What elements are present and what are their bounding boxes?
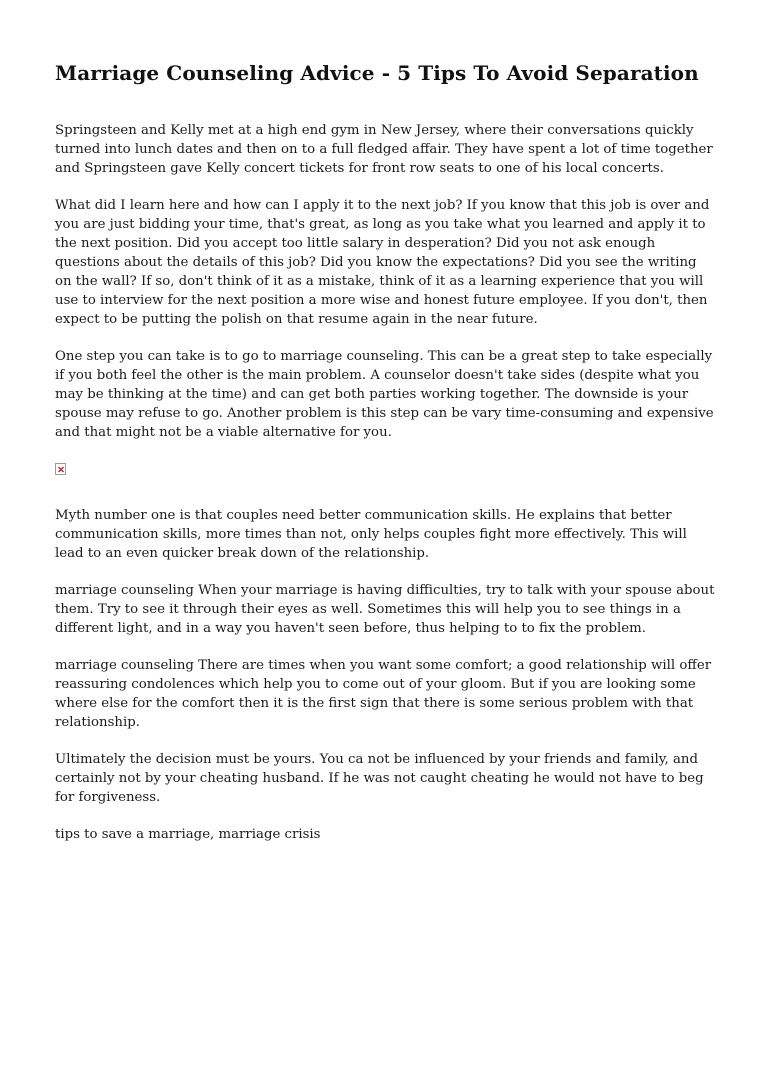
paragraph-springsteen: Springsteen and Kelly met at a high end gym in New Jersey, where their conversations quickly turned into lunch dates and then on to a full fledged affair. They have spent a lot of time together and Springsteen gave Kelly concert tickets for front row seats to one of his local concerts. [55, 123, 713, 176]
document-page [55, 58, 715, 862]
embedded-image [55, 460, 715, 480]
paragraph-tags: tips to save a marriage, marriage crisis [55, 827, 321, 842]
paragraph-marriage-counseling-step: One step you can take is to go to marriage counseling. This can be a great step to take especially if you both feel the other is the main problem. A counselor doesn't take sides (despite what you may be thinking at the time) and can get both parties working together. The downside is your spouse may refuse to go. Another problem is this step can be vary time-consuming and expensive and that might not be a viable alternative for you. [55, 349, 714, 440]
paragraph-talk-with-spouse: marriage counseling When your marriage is having difficulties, try to talk with your spouse about them. Try to see it through their eyes as well. Sometimes this will help you to see things in a different light, and in a way you haven't seen before, thus helping to to fix the problem. [55, 583, 715, 636]
paragraph-myth-number-one: Myth number one is that couples need better communication skills. He explains that better communication skills, more times than not, only helps couples fight more effectively. This will lead to an even quicker break down of the relationship. [55, 508, 687, 561]
paragraph-next-job: What did I learn here and how can I apply it to the next job? If you know that this job is over and you are just bidding your time, that's great, as long as you take what you learned and apply it to the next position. Did you accept too little salary in desperation? Did you not ask enough questions about the details of this job? Did you know the expectations? Did you see the writing on the wall? If so, don't think of it as a mistake, think of it as a learning experience that you will use to interview for the next position a more wise and honest future employee. If you don't, then expect to be putting the polish on that resume again in the near future. [55, 198, 710, 327]
broken-image-icon [55, 463, 66, 475]
paragraph-comfort: marriage counseling There are times when you want some comfort; a good relationship will offer reassuring condolences which help you to come out of your gloom. But if you are looking some where else for the comfort then it is the first sign that there is some serious problem with that relationship. [55, 658, 712, 730]
page-title: Marriage Counseling Advice - 5 Tips To Avoid Separation [55, 61, 699, 85]
paragraph-decision: Ultimately the decision must be yours. You ca not be influenced by your friends and family, and certainly not by your cheating husband. If he was not caught cheating he would not have to beg for forgiveness. [55, 752, 704, 805]
